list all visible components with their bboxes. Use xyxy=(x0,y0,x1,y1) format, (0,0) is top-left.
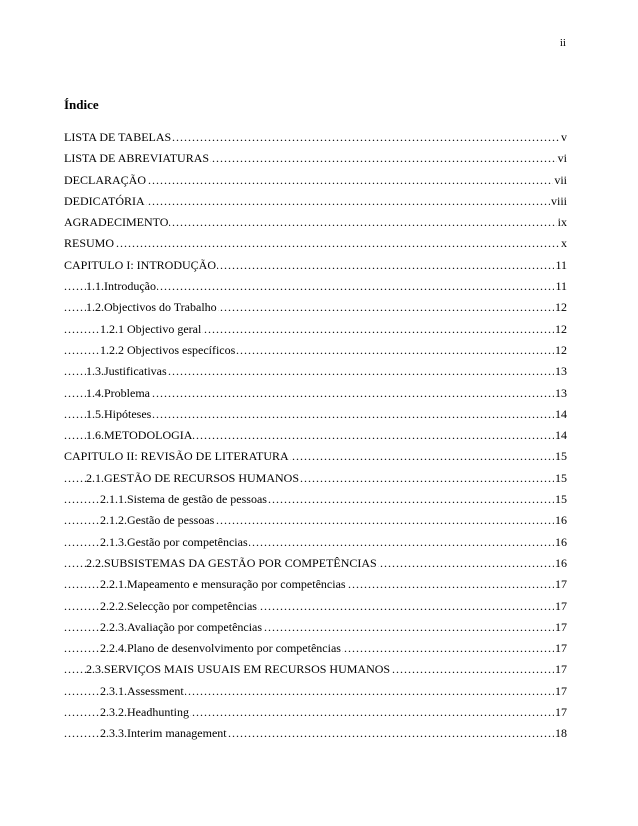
toc-entry[interactable] xyxy=(64,170,567,191)
toc-entry[interactable] xyxy=(64,468,567,489)
toc-entry-title: 2.1.1.Sistema de gestão de pessoas xyxy=(100,492,267,507)
toc-entry[interactable] xyxy=(64,638,567,659)
toc-entry-page: 15 xyxy=(554,468,567,489)
toc-entry-page: 17 xyxy=(554,681,567,702)
toc-entry-title: 2.2.1.Mapeamento e mensuração por competências xyxy=(100,577,346,592)
toc-entry-page: 16 xyxy=(554,510,567,531)
toc-entry-title: 1.5.Hipóteses xyxy=(86,406,152,421)
toc-entry-page: 16 xyxy=(554,553,567,574)
toc-entry-title: AGRADECIMENTO xyxy=(64,215,169,230)
toc-entry[interactable] xyxy=(64,212,567,233)
toc-entry-page: 17 xyxy=(554,702,567,723)
page-number: ii xyxy=(559,37,566,49)
toc-entry[interactable] xyxy=(64,532,567,553)
toc-entry-title: 1.4.Problema xyxy=(86,385,150,400)
toc-entry-page: 12 xyxy=(554,319,567,340)
toc-entry-page: 17 xyxy=(554,574,567,595)
toc-entry-page: v xyxy=(560,127,567,148)
toc-entry-page: 17 xyxy=(554,617,567,638)
toc-entry[interactable] xyxy=(64,574,567,595)
toc-entry-title: 2.3.1.Assessment xyxy=(100,683,184,698)
toc-entry[interactable] xyxy=(64,596,567,617)
toc-entry-title: 1.2.Objectivos do Trabalho xyxy=(86,300,217,315)
toc-entry-page: 18 xyxy=(554,723,567,744)
toc-entry[interactable] xyxy=(64,489,567,510)
toc-entry-page: 16 xyxy=(554,532,567,553)
toc-entry[interactable] xyxy=(64,723,567,744)
toc-entry[interactable] xyxy=(64,383,567,404)
toc-entry-page: 11 xyxy=(554,255,567,276)
toc-entry-title: LISTA DE ABREVIATURAS xyxy=(64,151,210,166)
toc-entry[interactable] xyxy=(64,340,567,361)
toc-entry[interactable] xyxy=(64,659,567,680)
toc-entry-page: 17 xyxy=(554,596,567,617)
toc-entry-page: 17 xyxy=(554,659,567,680)
toc-entry[interactable] xyxy=(64,702,567,723)
toc-entry-page: 12 xyxy=(554,340,567,361)
toc-entry-page: 11 xyxy=(554,276,567,297)
toc-entry-title: 2.3.SERVIÇOS MAIS USUAIS EM RECURSOS HUMANOS xyxy=(86,662,391,677)
toc-entry-title: 1.3.Justificativas xyxy=(86,364,167,379)
toc-entry-title: 2.2.4.Plano de desenvolvimento por competências xyxy=(100,641,341,656)
toc-entry-page: 14 xyxy=(554,404,567,425)
toc-entry[interactable] xyxy=(64,425,567,446)
toc-entry[interactable] xyxy=(64,361,567,382)
toc-entry-title: RESUMO xyxy=(64,236,115,251)
toc-entry[interactable] xyxy=(64,297,567,318)
toc-entry[interactable] xyxy=(64,319,567,340)
toc-entry-title: DEDICATÓRIA xyxy=(64,193,145,208)
toc-entry-title: 2.2.SUBSISTEMAS DA GESTÃO POR COMPETÊNCIAS xyxy=(86,555,377,570)
toc-entry-title: 2.2.3.Avaliação por competências xyxy=(100,619,263,634)
toc-entry[interactable] xyxy=(64,404,567,425)
toc-entry[interactable] xyxy=(64,553,567,574)
table-of-contents xyxy=(64,127,567,745)
toc-entry-title: LISTA DE TABELAS xyxy=(64,130,172,144)
toc-entry-title: 1.2.1 Objectivo geral xyxy=(100,321,202,336)
toc-entry[interactable] xyxy=(64,233,567,254)
toc-entry[interactable] xyxy=(64,446,567,467)
toc-entry-page: x xyxy=(560,233,567,254)
toc-entry[interactable] xyxy=(64,148,567,169)
toc-entry-title: 2.3.3.Interim management xyxy=(100,726,227,741)
toc-entry-page: 12 xyxy=(554,297,567,318)
toc-entry-page: vii xyxy=(553,170,567,191)
toc-heading: Índice xyxy=(64,97,99,112)
toc-entry[interactable] xyxy=(64,681,567,702)
toc-entry-title: 1.2.2 Objectivos específicos xyxy=(100,342,236,357)
toc-entry-title: 2.2.2.Selecção por competências xyxy=(100,598,257,613)
toc-entry[interactable] xyxy=(64,255,567,276)
toc-entry[interactable] xyxy=(64,617,567,638)
toc-entry-title: CAPITULO II: REVISÃO DE LITERATURA xyxy=(64,449,289,464)
toc-entry-page: 17 xyxy=(554,638,567,659)
toc-entry[interactable] xyxy=(64,276,567,297)
toc-entry-title: 2.3.2.Headhunting xyxy=(100,705,189,720)
toc-entry-page: 13 xyxy=(554,383,567,404)
toc-entry-title: DECLARAÇÃO xyxy=(64,172,147,187)
toc-entry-page: viii xyxy=(550,191,567,212)
toc-entry[interactable] xyxy=(64,191,567,212)
toc-entry[interactable] xyxy=(64,510,567,531)
toc-entry-page: 15 xyxy=(554,489,567,510)
toc-entry-title: 1.1.Introdução xyxy=(86,279,156,294)
dot-leader xyxy=(64,233,567,254)
toc-entry-title: 2.1.2.Gestão de pessoas xyxy=(100,513,215,528)
toc-entry-page: vi xyxy=(557,148,567,169)
toc-entry-page: 13 xyxy=(554,361,567,382)
toc-entry-title: 2.1.GESTÃO DE RECURSOS HUMANOS xyxy=(86,470,300,485)
toc-entry-title: CAPITULO I: INTRODUÇÃO xyxy=(64,257,216,272)
toc-entry-page: 14 xyxy=(554,425,567,446)
toc-entry-title: 2.1.3.Gestão por competências xyxy=(100,534,248,549)
toc-entry-page: ix xyxy=(557,212,567,233)
toc-entry-title: 1.6.METODOLOGIA xyxy=(86,428,193,443)
toc-entry-page: 15 xyxy=(554,446,567,467)
toc-entry[interactable] xyxy=(64,127,567,148)
